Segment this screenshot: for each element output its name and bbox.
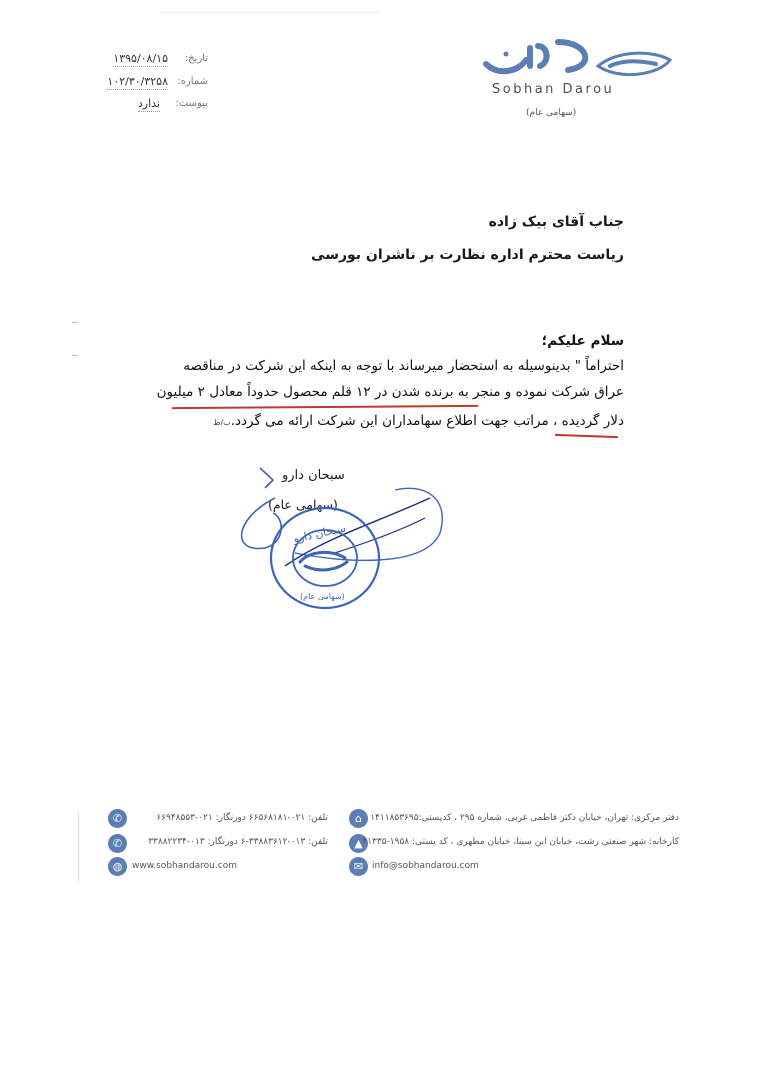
attachment-value: ندارد [137, 97, 160, 110]
number-field [88, 75, 208, 91]
date-value: ۱۳۹۵/۰۸/۱۵ [113, 52, 168, 65]
footer-hq-address: دفتر مرکزی: تهران، خیابان دکتر فاطمی غربی، شماره ۲۹۵ ، کدپستی:۱۴۱۱۸۵۳۶۹۵ [370, 813, 679, 823]
greeting: سلام علیکم؛ [541, 333, 624, 349]
attachment-label: پیوست: [175, 98, 208, 109]
home-icon: ⌂ [349, 809, 368, 828]
phone-icon: ✆ [108, 809, 127, 828]
mail-icon: ✉ [349, 857, 368, 876]
highlight-underline [555, 434, 618, 438]
body-line-1: احتراماً " بدینوسیله به استحضار میرساند با توجه به اینکه این شرکت در مناقصه [183, 358, 624, 374]
body-line-2: عراق شرکت نموده و منجر به برنده شدن در ۱۲ قلم محصول حدوداً معادل ۲ میلیون [156, 384, 624, 400]
footer-phone-rasht: تلفن: ۰۱۳-۳۳۸۸۳۶۱۲-۶ دورنگار: ۰۱۳-۳۳۸۸۲۲۳۴ [148, 837, 328, 847]
body-line-3-text: دلار گردیده ، مراتب جهت اطلاع سهامداران این شرکت ارائه می گردد. [230, 413, 624, 429]
phone-icon: ✆ [108, 834, 127, 853]
addressee-title: ریاست محترم اداره نظارت بر ناشران بورسی [311, 247, 624, 263]
number-label: شماره: [177, 76, 208, 87]
stamp-bottom-text: (سهامی عام) [300, 592, 345, 601]
logo-mark-icon [478, 36, 678, 86]
footer-left-mark [78, 812, 79, 882]
addressee-name: جناب آقای بیک زاده [488, 214, 624, 230]
date-label: تاریخ: [184, 53, 208, 64]
date-field [88, 52, 208, 68]
logo-company-type: (سهامی عام) [526, 108, 577, 118]
footer-factory-address: کارخانه: شهر صنعتی رشت، خیابان ابن سینا، خیابان مطهری ، کد پستی: ۱۹۵۸-۴۱۳۳۵ [362, 837, 679, 847]
attachment-field [88, 97, 208, 113]
margin-mark [72, 322, 78, 323]
logo-latin-name: Sobhan Darou [492, 82, 615, 97]
footer-email[interactable]: info@sobhandarou.com [372, 861, 479, 871]
margin-mark [72, 355, 78, 356]
body-line-3-note: ب/ط [213, 418, 231, 427]
signature-company: سبحان دارو [282, 468, 345, 483]
top-rule [160, 12, 380, 13]
stamp-top-text: سبحان دارو [292, 521, 347, 546]
footer-phone-tehran: تلفن: ۰۲۱-۶۶۵۶۸۱۸۱ دورنگار: ۰۲۱-۶۶۹۴۸۵۵۳ [156, 813, 328, 823]
factory-icon: ▲ [349, 834, 368, 853]
globe-icon: ◍ [108, 857, 127, 876]
number-value: ۱۰۲/۳۰/۳۲۵۸ [107, 75, 168, 88]
signature-type: (سهامی عام) [268, 497, 338, 512]
highlight-underline [172, 405, 478, 409]
company-logo [478, 36, 678, 126]
footer-website[interactable]: www.sobhandarou.com [132, 861, 237, 871]
body-line-3 [144, 413, 624, 429]
